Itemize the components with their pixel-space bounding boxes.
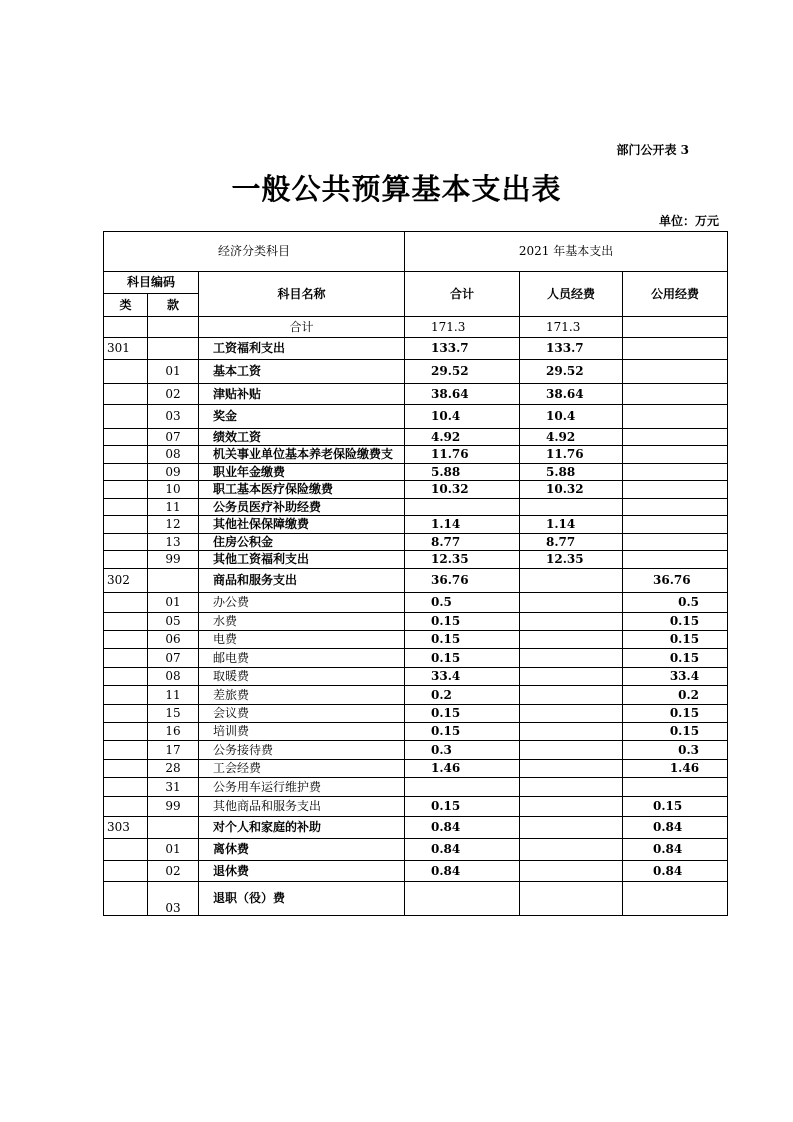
personnel-cell: 4.92 xyxy=(520,429,623,446)
item-code-cell: 07 xyxy=(148,649,199,668)
personnel-cell: 10.32 xyxy=(520,481,623,499)
table-row xyxy=(104,569,728,593)
table-row xyxy=(104,317,728,338)
header-category: 经济分类科目 xyxy=(104,232,405,272)
item-code-cell: 01 xyxy=(148,593,199,613)
public-cell xyxy=(623,516,728,534)
table-row xyxy=(104,593,728,613)
class-code-cell xyxy=(104,649,148,668)
personnel-cell xyxy=(520,649,623,668)
item-name-cell: 电费 xyxy=(199,631,405,649)
total-cell: 0.3 xyxy=(405,741,520,760)
public-cell xyxy=(623,464,728,481)
item-code-cell xyxy=(148,817,199,839)
class-code-cell xyxy=(104,741,148,760)
table-row xyxy=(104,551,728,569)
public-cell: 0.15 xyxy=(623,631,728,649)
total-cell: 0.15 xyxy=(405,797,520,817)
class-code-cell xyxy=(104,686,148,705)
header-total: 合计 xyxy=(405,272,520,317)
public-cell xyxy=(623,405,728,429)
item-name-cell: 办公费 xyxy=(199,593,405,613)
personnel-cell xyxy=(520,817,623,839)
table-row xyxy=(104,741,728,760)
table-row xyxy=(104,686,728,705)
item-name-cell: 培训费 xyxy=(199,723,405,741)
item-name-cell: 其他工资福利支出 xyxy=(199,551,405,569)
document-label: 部门公开表 3 xyxy=(616,143,689,157)
personnel-cell: 11.76 xyxy=(520,446,623,464)
public-cell: 33.4 xyxy=(623,668,728,686)
table-row xyxy=(104,516,728,534)
personnel-cell: 38.64 xyxy=(520,384,623,405)
personnel-cell xyxy=(520,861,623,882)
class-code-cell xyxy=(104,405,148,429)
total-cell: 10.32 xyxy=(405,481,520,499)
class-code-cell xyxy=(104,384,148,405)
table-row xyxy=(104,338,728,360)
item-code-cell: 13 xyxy=(148,534,199,551)
item-code-cell: 12 xyxy=(148,516,199,534)
item-code-cell: 05 xyxy=(148,613,199,631)
class-code-cell xyxy=(104,429,148,446)
class-code-cell xyxy=(104,481,148,499)
public-cell xyxy=(623,882,728,916)
item-name-cell: 职工基本医疗保险缴费 xyxy=(199,481,405,499)
total-cell: 38.64 xyxy=(405,384,520,405)
personnel-cell xyxy=(520,613,623,631)
item-code-cell: 07 xyxy=(148,429,199,446)
personnel-cell xyxy=(520,882,623,916)
personnel-cell: 5.88 xyxy=(520,464,623,481)
class-code-cell xyxy=(104,317,148,338)
total-cell: 171.3 xyxy=(405,317,520,338)
total-cell: 8.77 xyxy=(405,534,520,551)
class-code-cell xyxy=(104,705,148,723)
item-name-cell: 其他社保保障缴费 xyxy=(199,516,405,534)
item-name-cell: 工会经费 xyxy=(199,760,405,778)
personnel-cell xyxy=(520,778,623,797)
total-cell: 33.4 xyxy=(405,668,520,686)
item-code-cell: 01 xyxy=(148,360,199,384)
table-row xyxy=(104,613,728,631)
total-cell: 0.15 xyxy=(405,705,520,723)
public-cell: 36.76 xyxy=(623,569,728,593)
table-row xyxy=(104,797,728,817)
personnel-cell xyxy=(520,593,623,613)
total-cell: 4.92 xyxy=(405,429,520,446)
table-row xyxy=(104,464,728,481)
item-name-cell: 其他商品和服务支出 xyxy=(199,797,405,817)
personnel-cell xyxy=(520,569,623,593)
table-row xyxy=(104,778,728,797)
item-name-cell: 邮电费 xyxy=(199,649,405,668)
personnel-cell: 29.52 xyxy=(520,360,623,384)
personnel-cell xyxy=(520,705,623,723)
total-cell: 10.4 xyxy=(405,405,520,429)
class-code-cell xyxy=(104,723,148,741)
class-code-cell xyxy=(104,593,148,613)
total-cell: 0.84 xyxy=(405,861,520,882)
public-cell xyxy=(623,360,728,384)
total-cell: 0.15 xyxy=(405,631,520,649)
personnel-cell xyxy=(520,723,623,741)
item-code-cell: 10 xyxy=(148,481,199,499)
table-row xyxy=(104,817,728,839)
personnel-cell: 10.4 xyxy=(520,405,623,429)
item-name-cell: 合计 xyxy=(199,317,405,338)
item-code-cell: 99 xyxy=(148,797,199,817)
table-row xyxy=(104,499,728,516)
public-cell xyxy=(623,778,728,797)
header-row-2 xyxy=(104,272,728,294)
table-row xyxy=(104,405,728,429)
item-name-cell: 基本工资 xyxy=(199,360,405,384)
total-cell xyxy=(405,778,520,797)
item-name-cell: 对个人和家庭的补助 xyxy=(199,817,405,839)
item-name-cell: 机关事业单位基本养老保险缴费支 xyxy=(199,446,405,464)
item-code-cell xyxy=(148,338,199,360)
class-code-cell xyxy=(104,797,148,817)
total-cell: 5.88 xyxy=(405,464,520,481)
item-code-cell: 01 xyxy=(148,839,199,861)
personnel-cell: 171.3 xyxy=(520,317,623,338)
personnel-cell xyxy=(520,686,623,705)
item-code-cell: 03 xyxy=(148,405,199,429)
total-cell: 0.15 xyxy=(405,649,520,668)
item-code-cell: 11 xyxy=(148,499,199,516)
table-row xyxy=(104,882,728,916)
item-code-cell: 16 xyxy=(148,723,199,741)
item-code-cell xyxy=(148,317,199,338)
class-code-cell xyxy=(104,668,148,686)
header-code: 科目编码 xyxy=(104,272,199,294)
item-name-cell: 公务接待费 xyxy=(199,741,405,760)
item-code-cell xyxy=(148,569,199,593)
budget-table-body xyxy=(104,232,728,916)
unit-label: 单位：万元 xyxy=(658,214,719,228)
header-personnel: 人员经费 xyxy=(520,272,623,317)
table-row xyxy=(104,668,728,686)
table-row xyxy=(104,839,728,861)
total-cell: 0.84 xyxy=(405,839,520,861)
item-name-cell: 水费 xyxy=(199,613,405,631)
item-name-cell: 绩效工资 xyxy=(199,429,405,446)
public-cell: 0.5 xyxy=(623,593,728,613)
public-cell: 0.15 xyxy=(623,705,728,723)
total-cell xyxy=(405,882,520,916)
item-code-cell: 06 xyxy=(148,631,199,649)
item-name-cell: 会议费 xyxy=(199,705,405,723)
item-code-cell: 15 xyxy=(148,705,199,723)
class-code-cell xyxy=(104,534,148,551)
table-row xyxy=(104,481,728,499)
personnel-cell xyxy=(520,499,623,516)
budget-table xyxy=(103,231,728,916)
total-cell: 11.76 xyxy=(405,446,520,464)
public-cell xyxy=(623,446,728,464)
item-name-cell: 公务用车运行维护费 xyxy=(199,778,405,797)
public-cell: 0.15 xyxy=(623,723,728,741)
public-cell xyxy=(623,481,728,499)
item-name-cell: 商品和服务支出 xyxy=(199,569,405,593)
class-code-cell: 303 xyxy=(104,817,148,839)
public-cell: 0.15 xyxy=(623,649,728,668)
public-cell: 0.84 xyxy=(623,839,728,861)
public-cell: 0.2 xyxy=(623,686,728,705)
personnel-cell: 8.77 xyxy=(520,534,623,551)
public-cell: 0.3 xyxy=(623,741,728,760)
public-cell xyxy=(623,499,728,516)
class-code-cell xyxy=(104,760,148,778)
header-class: 类 xyxy=(104,294,148,317)
item-code-cell: 08 xyxy=(148,668,199,686)
item-name-cell: 离休费 xyxy=(199,839,405,861)
total-cell: 12.35 xyxy=(405,551,520,569)
total-cell: 133.7 xyxy=(405,338,520,360)
personnel-cell xyxy=(520,839,623,861)
item-name-cell: 住房公积金 xyxy=(199,534,405,551)
class-code-cell xyxy=(104,464,148,481)
public-cell: 1.46 xyxy=(623,760,728,778)
item-code-cell: 99 xyxy=(148,551,199,569)
item-code-cell: 09 xyxy=(148,464,199,481)
personnel-cell: 1.14 xyxy=(520,516,623,534)
item-name-cell: 职业年金缴费 xyxy=(199,464,405,481)
table-row xyxy=(104,760,728,778)
item-name-cell: 工资福利支出 xyxy=(199,338,405,360)
public-cell xyxy=(623,384,728,405)
personnel-cell xyxy=(520,741,623,760)
item-name-cell: 退休费 xyxy=(199,861,405,882)
table-row xyxy=(104,429,728,446)
class-code-cell xyxy=(104,360,148,384)
header-item: 款 xyxy=(148,294,199,317)
personnel-cell xyxy=(520,668,623,686)
item-name-cell: 奖金 xyxy=(199,405,405,429)
item-code-cell: 28 xyxy=(148,760,199,778)
table-row xyxy=(104,384,728,405)
public-cell xyxy=(623,429,728,446)
public-cell xyxy=(623,317,728,338)
item-name-cell: 退职（役）费 xyxy=(199,882,405,916)
table-row xyxy=(104,861,728,882)
table-row xyxy=(104,723,728,741)
class-code-cell xyxy=(104,499,148,516)
page-title: 一般公共预算基本支出表 xyxy=(231,172,562,206)
personnel-cell xyxy=(520,797,623,817)
item-code-cell: 08 xyxy=(148,446,199,464)
item-name-cell: 差旅费 xyxy=(199,686,405,705)
header-name: 科目名称 xyxy=(199,272,405,317)
total-cell: 0.5 xyxy=(405,593,520,613)
item-code-cell: 02 xyxy=(148,861,199,882)
personnel-cell: 133.7 xyxy=(520,338,623,360)
total-cell: 1.14 xyxy=(405,516,520,534)
total-cell: 36.76 xyxy=(405,569,520,593)
class-code-cell xyxy=(104,778,148,797)
total-cell: 0.2 xyxy=(405,686,520,705)
total-cell: 0.15 xyxy=(405,723,520,741)
item-name-cell: 津贴补贴 xyxy=(199,384,405,405)
class-code-cell xyxy=(104,516,148,534)
class-code-cell xyxy=(104,631,148,649)
public-cell: 0.15 xyxy=(623,797,728,817)
item-code-cell: 02 xyxy=(148,384,199,405)
item-name-cell: 公务员医疗补助经费 xyxy=(199,499,405,516)
total-cell: 0.84 xyxy=(405,817,520,839)
table-row xyxy=(104,360,728,384)
item-code-cell: 31 xyxy=(148,778,199,797)
table-row xyxy=(104,705,728,723)
public-cell xyxy=(623,534,728,551)
public-cell: 0.15 xyxy=(623,613,728,631)
header-public: 公用经费 xyxy=(623,272,728,317)
public-cell xyxy=(623,338,728,360)
total-cell xyxy=(405,499,520,516)
table-row xyxy=(104,649,728,668)
personnel-cell xyxy=(520,631,623,649)
header-row-1 xyxy=(104,232,728,272)
public-cell: 0.84 xyxy=(623,861,728,882)
personnel-cell: 12.35 xyxy=(520,551,623,569)
class-code-cell xyxy=(104,613,148,631)
total-cell: 1.46 xyxy=(405,760,520,778)
class-code-cell xyxy=(104,551,148,569)
class-code-cell xyxy=(104,882,148,916)
item-code-cell: 17 xyxy=(148,741,199,760)
class-code-cell: 301 xyxy=(104,338,148,360)
class-code-cell xyxy=(104,861,148,882)
personnel-cell xyxy=(520,760,623,778)
item-name-cell: 取暖费 xyxy=(199,668,405,686)
class-code-cell: 302 xyxy=(104,569,148,593)
table-row xyxy=(104,446,728,464)
table-row xyxy=(104,534,728,551)
class-code-cell xyxy=(104,446,148,464)
total-cell: 0.15 xyxy=(405,613,520,631)
class-code-cell xyxy=(104,839,148,861)
header-year-expense: 2021 年基本支出 xyxy=(405,232,728,272)
public-cell: 0.84 xyxy=(623,817,728,839)
item-code-cell: 11 xyxy=(148,686,199,705)
total-cell: 29.52 xyxy=(405,360,520,384)
table-row xyxy=(104,631,728,649)
item-code-cell: 03 xyxy=(148,882,199,916)
public-cell xyxy=(623,551,728,569)
